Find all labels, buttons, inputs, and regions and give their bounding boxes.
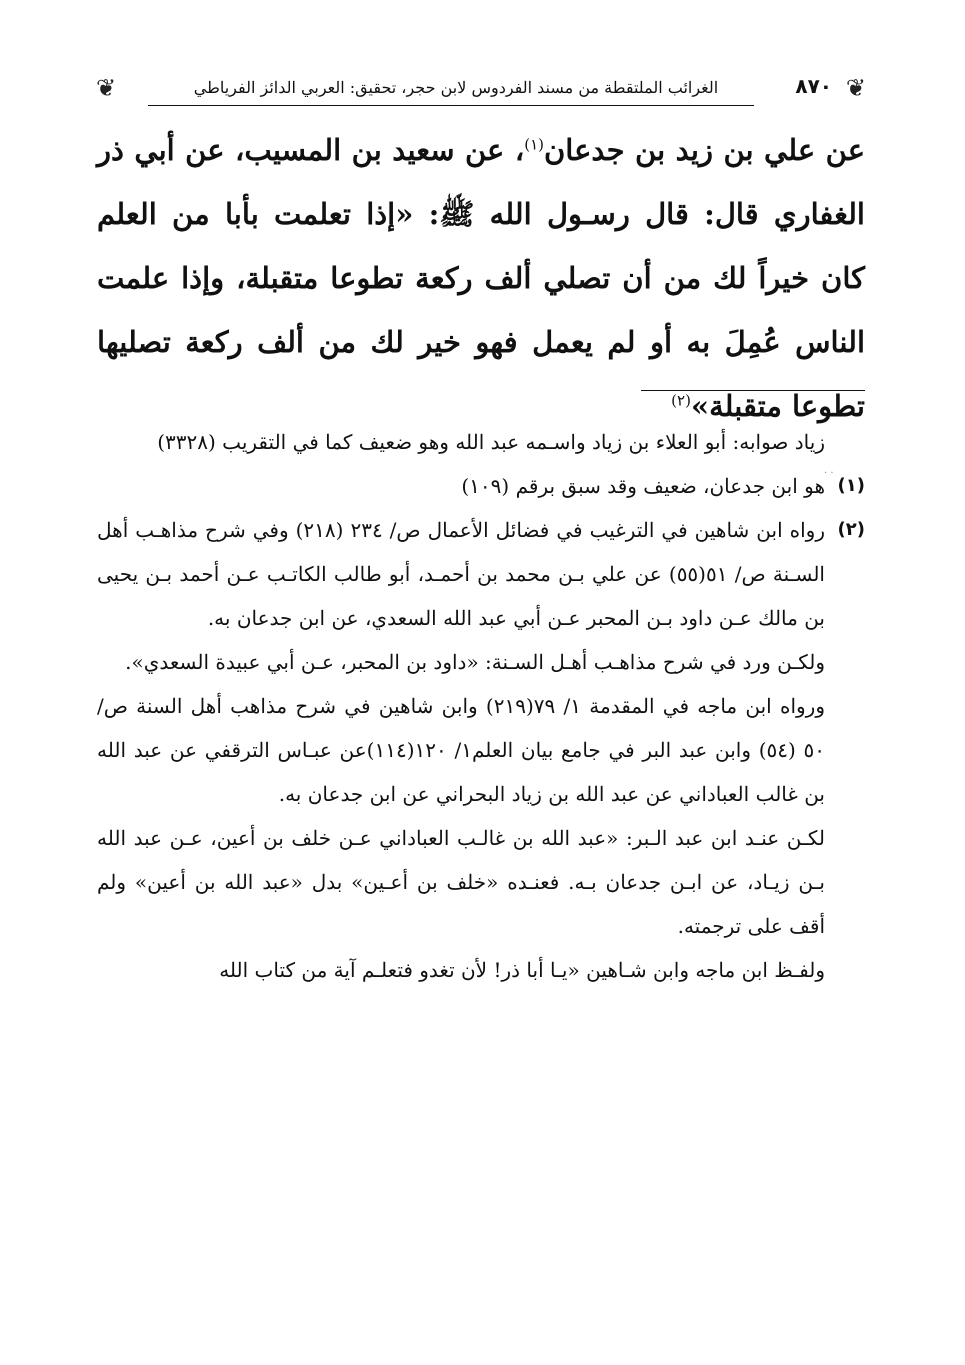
footnote-continuation: زياد صوابه: أبو العلاء بن زياد واسـمه عبد الله وهو ضعيف كما في التقريب (٣٣٢٨) (157, 430, 825, 454)
footnote-paragraph: هو ابن جدعان، ضعيف وقد سبق برقم (١٠٩) (461, 474, 825, 498)
footnote-paragraph: ولفـظ ابن ماجه وابن شـاهين «يـا أبا ذر! لأن تغدو فتعلـم آية من كتاب الله (219, 958, 825, 982)
footnote-number: (٢) (837, 519, 865, 540)
footnotes (97, 420, 865, 992)
footnote-divider (641, 390, 865, 391)
footnote-1 (97, 464, 865, 508)
footnote-2 (97, 508, 865, 992)
footnote-paragraph: لكـن عنـد ابن عبد الـبر: «عبد الله بن غالـب العباداني عـن خلف بن أعين، عـن عبد الله بـن زيـاد، عن ابـن جدعان بـه. فعنـده «خلف بن أعـين» بدل «عبد الله بن أعين» ولم أقف على ترجمته. (97, 826, 825, 938)
footnote-paragraph: رواه ابن شاهين في الترغيب في فضائل الأعمال ص/ ٢٣٤ (٢١٨) وفي شرح مذاهـب أهل السـنة ص/ ٥١(٥٥) عن علي بـن محمد بن أحمـد، أبو طالب الكاتـب عـن أحمد بـن يحيى بن مالك عـن داود بـن المحبر عـن أبي عبد الله السعدي، عن ابن جدعان به. (97, 518, 825, 630)
footnote-paragraph: ولكـن ورد في شرح مذاهـب أهـل السـنة: «داود بن المحبر، عـن أبي عبيدة السعدي». (125, 650, 825, 674)
running-title: الغرائب الملتقطة من مسند الفردوس لابن حجر، تحقيق: العربي الدائز الفرياطي (193, 78, 719, 97)
main-text-part-2: ، عن سعيد بن المسيب، عن أبي ذر الغفاري قال: قال رسـول الله ﷺ: «إذا تعلمت بأبا من العلم كان خيراً لك من أن تصلي ألف ركعة تطوعا متقبلة، وإذا علمت الناس عُمِلَ به أو لم يعمل فهو خير لك من ألف ركعة تصليها تطوعا متقبلة» (97, 133, 865, 423)
footnote-ref-1[interactable]: (١) (524, 135, 544, 154)
header-rule (148, 105, 754, 106)
ornament-right-icon: ❦ (845, 74, 866, 102)
ornament-left-icon: ❦ (96, 74, 117, 102)
running-header (96, 72, 866, 106)
stray-mark: · · (824, 468, 834, 479)
footnote-ref-2[interactable]: (٢) (671, 391, 691, 410)
footnote-paragraph: ورواه ابن ماجه في المقدمة ١/ ٧٩(٢١٩) وابن شاهين في شرح مذاهب أهل السنة ص/ ٥٠ (٥٤) وابن عبد البر في جامع بيان العلم١/ ١٢٠(١١٤)عن عبـاس الترقفي عن عبد الله بن غالب العباداني عن عبد الله بن زياد البحراني عن ابن جدعان به. (97, 694, 825, 806)
page-number: ٨٧٠ (795, 74, 832, 98)
main-text-part-1: عن علي بن زيد بن جدعان (543, 133, 865, 167)
footnote-number: (١) (837, 475, 865, 496)
